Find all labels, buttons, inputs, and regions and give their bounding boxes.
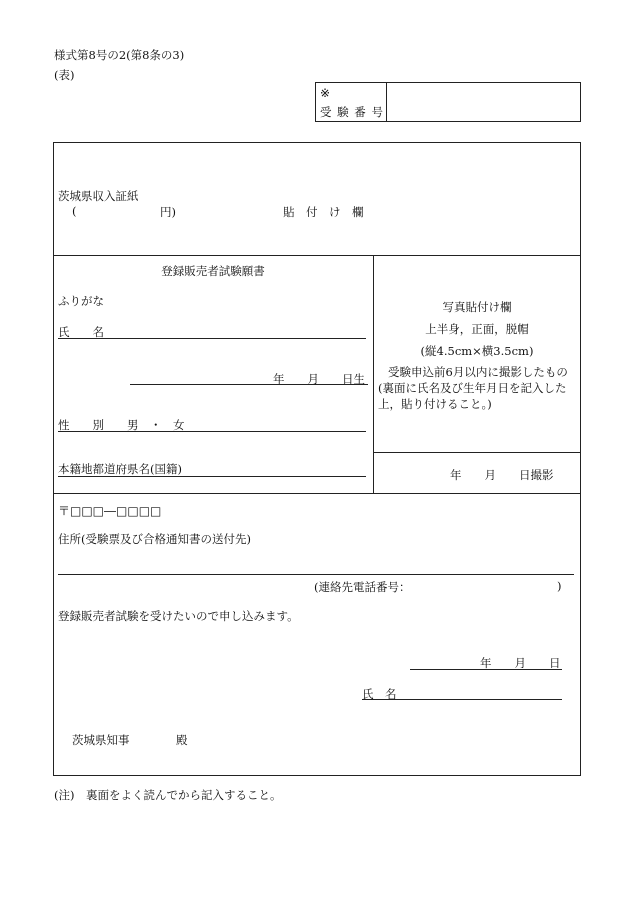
honseki-label: 本籍地都道府県名(国籍) [58,462,182,476]
application-form-frame [53,142,581,776]
stamp-section-divider [53,255,581,256]
honseki-field-line[interactable] [58,476,366,477]
exam-number-label: 受 験 番 号 [320,105,384,119]
signature-line[interactable] [362,699,562,700]
revenue-stamp-area[interactable]: 貼 付 け 欄 [283,205,364,219]
name-field-line[interactable] [58,338,366,339]
application-date-label: 年 月 日 [480,656,561,670]
furigana-label: ふりがな [58,294,104,308]
addressee: 茨城県知事 [72,733,130,747]
phone-label: (連絡先電話番号： [314,580,411,594]
revenue-stamp-paren: ( [72,204,77,218]
sex-label[interactable]: 性 別 男 ・ 女 [58,418,185,432]
photo-line-4: (裏面に氏名及び生年月日を記入した [378,381,567,395]
photo-date-divider [373,452,581,453]
phone-close: ) [557,579,562,593]
photo-date-label: 年 月 日撮影 [450,468,554,482]
photo-title: 写真貼付け欄 [442,300,512,314]
birth-date-line[interactable] [130,384,368,385]
form-number: 様式第8号の2(第8条の3) [54,48,185,62]
photo-column-divider [373,255,374,493]
sex-field-line [58,431,366,432]
revenue-stamp-yen: 円) [160,205,176,219]
photo-line-2: (縦4.5cm×横3.5cm) [420,344,534,358]
declaration-text: 登録販売者試験を受けたいので申し込みます。 [58,609,299,623]
photo-line-1: 上半身，正面，脱帽 [425,322,529,336]
footer-note: (注) 裏面をよく読んでから記入すること。 [54,788,282,802]
exam-number-divider [386,82,387,122]
signature-label: 氏 名 [362,687,397,701]
photo-line-3: 受験申込前6月以内に撮影したもの [388,365,568,379]
address-label: 住所(受験票及び合格通知書の送付先) [58,532,251,546]
document-title: 登録販売者試験願書 [161,264,265,278]
exam-number-mark: ※ [320,86,331,100]
name-label: 氏 名 [58,325,104,339]
application-date-line[interactable] [410,669,562,670]
honorific: 殿 [176,733,188,747]
form-side: (表) [54,68,75,82]
birth-date-label: 年 月 日生 [273,372,365,386]
postal-code-field[interactable]: 〒□□□―□□□□ [58,504,162,518]
photo-line-5: 上，貼り付けること。) [378,397,492,411]
revenue-stamp-title: 茨城県収入証紙 [58,189,139,203]
address-field-line[interactable] [58,574,574,575]
applicant-section-divider [53,493,581,494]
